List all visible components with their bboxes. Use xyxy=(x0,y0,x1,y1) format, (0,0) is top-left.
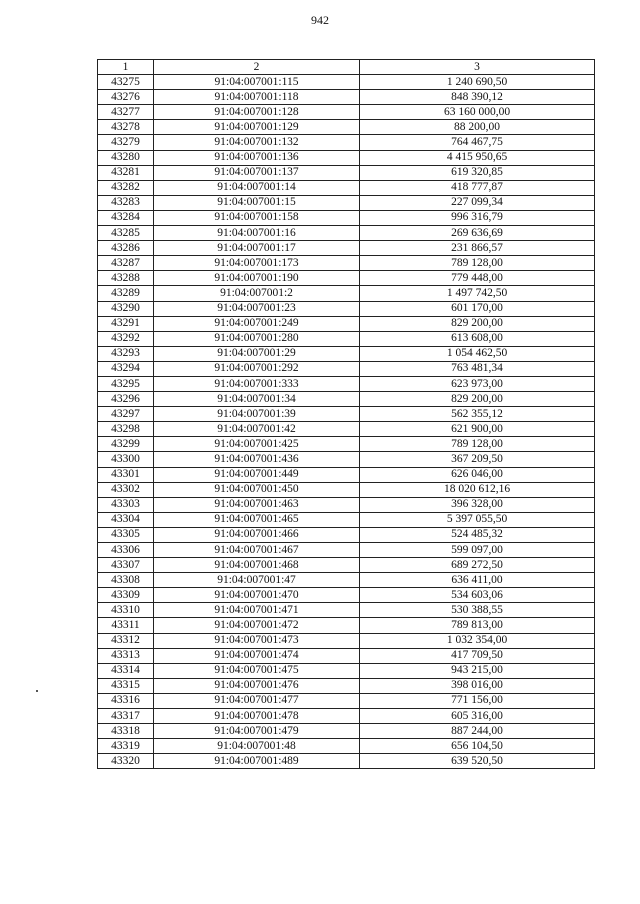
table-row xyxy=(98,316,595,331)
row-number-cell: 43292 xyxy=(98,331,154,346)
cadastral-number-cell: 91:04:007001:479 xyxy=(154,724,360,739)
cadastral-value-cell: 619 320,85 xyxy=(360,165,595,180)
cadastral-number-cell: 91:04:007001:128 xyxy=(154,105,360,120)
cadastral-value-cell: 829 200,00 xyxy=(360,392,595,407)
table-row xyxy=(98,648,595,663)
table-row xyxy=(98,724,595,739)
cadastral-number-cell: 91:04:007001:29 xyxy=(154,346,360,361)
row-number-cell: 43297 xyxy=(98,407,154,422)
table-row xyxy=(98,543,595,558)
cadastral-number-cell: 91:04:007001:23 xyxy=(154,301,360,316)
cadastral-value-cell: 789 128,00 xyxy=(360,437,595,452)
cadastral-number-cell: 91:04:007001:463 xyxy=(154,497,360,512)
row-number-cell: 43289 xyxy=(98,286,154,301)
cadastral-value-cell: 605 316,00 xyxy=(360,709,595,724)
cadastral-number-cell: 91:04:007001:450 xyxy=(154,482,360,497)
cadastral-number-cell: 91:04:007001:17 xyxy=(154,241,360,256)
cadastral-value-cell: 626 046,00 xyxy=(360,467,595,482)
table-row xyxy=(98,497,595,512)
row-number-cell: 43279 xyxy=(98,135,154,150)
cadastral-value-cell: 656 104,50 xyxy=(360,739,595,754)
table-row xyxy=(98,603,595,618)
row-number-cell: 43299 xyxy=(98,437,154,452)
table-row xyxy=(98,573,595,588)
table-row xyxy=(98,180,595,195)
cadastral-number-cell: 91:04:007001:118 xyxy=(154,90,360,105)
cadastral-value-cell: 63 160 000,00 xyxy=(360,105,595,120)
row-number-cell: 43281 xyxy=(98,165,154,180)
cadastral-value-cell: 943 215,00 xyxy=(360,663,595,678)
table-row xyxy=(98,226,595,241)
cadastral-value-cell: 530 388,55 xyxy=(360,603,595,618)
cadastral-value-cell: 562 355,12 xyxy=(360,407,595,422)
cadastral-number-cell: 91:04:007001:129 xyxy=(154,120,360,135)
table-row xyxy=(98,754,595,769)
table-row xyxy=(98,618,595,633)
row-number-cell: 43302 xyxy=(98,482,154,497)
row-number-cell: 43291 xyxy=(98,316,154,331)
cadastral-value-cell: 1 032 354,00 xyxy=(360,633,595,648)
cadastral-value-cell: 599 097,00 xyxy=(360,543,595,558)
table-row xyxy=(98,663,595,678)
row-number-cell: 43307 xyxy=(98,558,154,573)
table-header-row xyxy=(98,60,595,75)
row-number-cell: 43275 xyxy=(98,75,154,90)
column-header-1: 1 xyxy=(98,60,154,75)
cadastral-value-cell: 996 316,79 xyxy=(360,210,595,225)
cadastral-value-cell: 524 485,32 xyxy=(360,527,595,542)
table-row xyxy=(98,75,595,90)
row-number-cell: 43280 xyxy=(98,150,154,165)
cadastral-number-cell: 91:04:007001:39 xyxy=(154,407,360,422)
table-row xyxy=(98,346,595,361)
row-number-cell: 43278 xyxy=(98,120,154,135)
cadastral-value-cell: 779 448,00 xyxy=(360,271,595,286)
cadastral-value-cell: 689 272,50 xyxy=(360,558,595,573)
row-number-cell: 43298 xyxy=(98,422,154,437)
cadastral-value-cell: 88 200,00 xyxy=(360,120,595,135)
row-number-cell: 43311 xyxy=(98,618,154,633)
table-row xyxy=(98,437,595,452)
cadastral-value-cell: 601 170,00 xyxy=(360,301,595,316)
cadastral-number-cell: 91:04:007001:470 xyxy=(154,588,360,603)
cadastral-number-cell: 91:04:007001:465 xyxy=(154,512,360,527)
table-row xyxy=(98,150,595,165)
table-row xyxy=(98,633,595,648)
row-number-cell: 43301 xyxy=(98,467,154,482)
column-header-2: 2 xyxy=(154,60,360,75)
table-row xyxy=(98,527,595,542)
row-number-cell: 43277 xyxy=(98,105,154,120)
row-number-cell: 43285 xyxy=(98,226,154,241)
row-number-cell: 43287 xyxy=(98,256,154,271)
cadastral-number-cell: 91:04:007001:16 xyxy=(154,226,360,241)
cadastral-number-cell: 91:04:007001:14 xyxy=(154,180,360,195)
table-row xyxy=(98,407,595,422)
cadastral-number-cell: 91:04:007001:477 xyxy=(154,693,360,708)
cadastral-value-cell: 269 636,69 xyxy=(360,226,595,241)
cadastral-value-cell: 534 603,06 xyxy=(360,588,595,603)
cadastral-value-cell: 621 900,00 xyxy=(360,422,595,437)
table-row xyxy=(98,392,595,407)
cadastral-value-cell: 417 709,50 xyxy=(360,648,595,663)
cadastral-number-cell: 91:04:007001:425 xyxy=(154,437,360,452)
table-row xyxy=(98,422,595,437)
row-number-cell: 43305 xyxy=(98,527,154,542)
row-number-cell: 43288 xyxy=(98,271,154,286)
row-number-cell: 43294 xyxy=(98,361,154,376)
cadastral-value-cell: 623 973,00 xyxy=(360,376,595,391)
row-number-cell: 43284 xyxy=(98,210,154,225)
table-row xyxy=(98,301,595,316)
cadastral-value-cell: 1 497 742,50 xyxy=(360,286,595,301)
row-number-cell: 43309 xyxy=(98,588,154,603)
cadastral-number-cell: 91:04:007001:137 xyxy=(154,165,360,180)
column-header-3: 3 xyxy=(360,60,595,75)
table-row xyxy=(98,105,595,120)
cadastral-value-cell: 763 481,34 xyxy=(360,361,595,376)
cadastral-number-cell: 91:04:007001:466 xyxy=(154,527,360,542)
cadastral-number-cell: 91:04:007001:473 xyxy=(154,633,360,648)
table-row xyxy=(98,135,595,150)
cadastral-number-cell: 91:04:007001:468 xyxy=(154,558,360,573)
cadastral-value-cell: 227 099,34 xyxy=(360,195,595,210)
table-row xyxy=(98,241,595,256)
table-row xyxy=(98,120,595,135)
table-row xyxy=(98,165,595,180)
cadastral-number-cell: 91:04:007001:436 xyxy=(154,452,360,467)
table-row xyxy=(98,331,595,346)
table-row xyxy=(98,482,595,497)
row-number-cell: 43319 xyxy=(98,739,154,754)
row-number-cell: 43316 xyxy=(98,693,154,708)
cadastral-number-cell: 91:04:007001:478 xyxy=(154,709,360,724)
cadastral-number-cell: 91:04:007001:173 xyxy=(154,256,360,271)
row-number-cell: 43318 xyxy=(98,724,154,739)
table-row xyxy=(98,376,595,391)
table-row xyxy=(98,512,595,527)
row-number-cell: 43290 xyxy=(98,301,154,316)
row-number-cell: 43296 xyxy=(98,392,154,407)
cadastral-number-cell: 91:04:007001:48 xyxy=(154,739,360,754)
table-row xyxy=(98,271,595,286)
table-row xyxy=(98,195,595,210)
row-number-cell: 43315 xyxy=(98,678,154,693)
page-number: 942 xyxy=(311,13,329,27)
row-number-cell: 43300 xyxy=(98,452,154,467)
row-number-cell: 43282 xyxy=(98,180,154,195)
cadastral-number-cell: 91:04:007001:467 xyxy=(154,543,360,558)
cadastral-value-cell: 848 390,12 xyxy=(360,90,595,105)
cadastral-value-cell: 4 415 950,65 xyxy=(360,150,595,165)
row-number-cell: 43283 xyxy=(98,195,154,210)
table-row xyxy=(98,678,595,693)
row-number-cell: 43276 xyxy=(98,90,154,105)
cadastral-number-cell: 91:04:007001:136 xyxy=(154,150,360,165)
cadastral-value-cell: 636 411,00 xyxy=(360,573,595,588)
table-row xyxy=(98,693,595,708)
cadastral-value-cell: 1 240 690,50 xyxy=(360,75,595,90)
cadastral-value-cell: 367 209,50 xyxy=(360,452,595,467)
cadastral-value-cell: 613 608,00 xyxy=(360,331,595,346)
table-row xyxy=(98,558,595,573)
cadastral-number-cell: 91:04:007001:47 xyxy=(154,573,360,588)
table-row xyxy=(98,256,595,271)
row-number-cell: 43308 xyxy=(98,573,154,588)
cadastral-value-cell: 1 054 462,50 xyxy=(360,346,595,361)
row-number-cell: 43295 xyxy=(98,376,154,391)
cadastral-value-cell: 829 200,00 xyxy=(360,316,595,331)
cadastral-value-cell: 771 156,00 xyxy=(360,693,595,708)
cadastral-number-cell: 91:04:007001:449 xyxy=(154,467,360,482)
row-number-cell: 43293 xyxy=(98,346,154,361)
cadastral-number-cell: 91:04:007001:474 xyxy=(154,648,360,663)
table-row xyxy=(98,210,595,225)
row-number-cell: 43314 xyxy=(98,663,154,678)
row-number-cell: 43303 xyxy=(98,497,154,512)
table-row xyxy=(98,739,595,754)
cadastral-number-cell: 91:04:007001:472 xyxy=(154,618,360,633)
row-number-cell: 43312 xyxy=(98,633,154,648)
cadastral-number-cell: 91:04:007001:489 xyxy=(154,754,360,769)
cadastral-value-cell: 18 020 612,16 xyxy=(360,482,595,497)
cadastral-number-cell: 91:04:007001:2 xyxy=(154,286,360,301)
cadastral-value-cell: 398 016,00 xyxy=(360,678,595,693)
cadastral-number-cell: 91:04:007001:158 xyxy=(154,210,360,225)
cadastral-value-cell: 789 813,00 xyxy=(360,618,595,633)
cadastral-value-cell: 231 866,57 xyxy=(360,241,595,256)
table-row xyxy=(98,452,595,467)
cadastral-number-cell: 91:04:007001:42 xyxy=(154,422,360,437)
cadastral-number-cell: 91:04:007001:115 xyxy=(154,75,360,90)
table-row xyxy=(98,286,595,301)
cadastral-number-cell: 91:04:007001:475 xyxy=(154,663,360,678)
cadastral-number-cell: 91:04:007001:249 xyxy=(154,316,360,331)
cadastral-number-cell: 91:04:007001:34 xyxy=(154,392,360,407)
row-number-cell: 43320 xyxy=(98,754,154,769)
cadastral-value-cell: 887 244,00 xyxy=(360,724,595,739)
table-row xyxy=(98,361,595,376)
table-row xyxy=(98,709,595,724)
row-number-cell: 43286 xyxy=(98,241,154,256)
table-row xyxy=(98,588,595,603)
stray-mark xyxy=(36,690,38,692)
cadastral-value-cell: 764 467,75 xyxy=(360,135,595,150)
cadastral-value-cell: 5 397 055,50 xyxy=(360,512,595,527)
row-number-cell: 43306 xyxy=(98,543,154,558)
cadastral-value-cell: 789 128,00 xyxy=(360,256,595,271)
row-number-cell: 43310 xyxy=(98,603,154,618)
row-number-cell: 43304 xyxy=(98,512,154,527)
table-row xyxy=(98,467,595,482)
cadastral-number-cell: 91:04:007001:190 xyxy=(154,271,360,286)
row-number-cell: 43317 xyxy=(98,709,154,724)
cadastral-value-table xyxy=(97,59,595,769)
cadastral-value-cell: 639 520,50 xyxy=(360,754,595,769)
cadastral-number-cell: 91:04:007001:471 xyxy=(154,603,360,618)
cadastral-number-cell: 91:04:007001:15 xyxy=(154,195,360,210)
cadastral-value-cell: 396 328,00 xyxy=(360,497,595,512)
cadastral-number-cell: 91:04:007001:132 xyxy=(154,135,360,150)
cadastral-number-cell: 91:04:007001:280 xyxy=(154,331,360,346)
cadastral-number-cell: 91:04:007001:292 xyxy=(154,361,360,376)
table-body xyxy=(98,75,595,769)
cadastral-number-cell: 91:04:007001:476 xyxy=(154,678,360,693)
cadastral-value-cell: 418 777,87 xyxy=(360,180,595,195)
row-number-cell: 43313 xyxy=(98,648,154,663)
cadastral-number-cell: 91:04:007001:333 xyxy=(154,376,360,391)
table-row xyxy=(98,90,595,105)
